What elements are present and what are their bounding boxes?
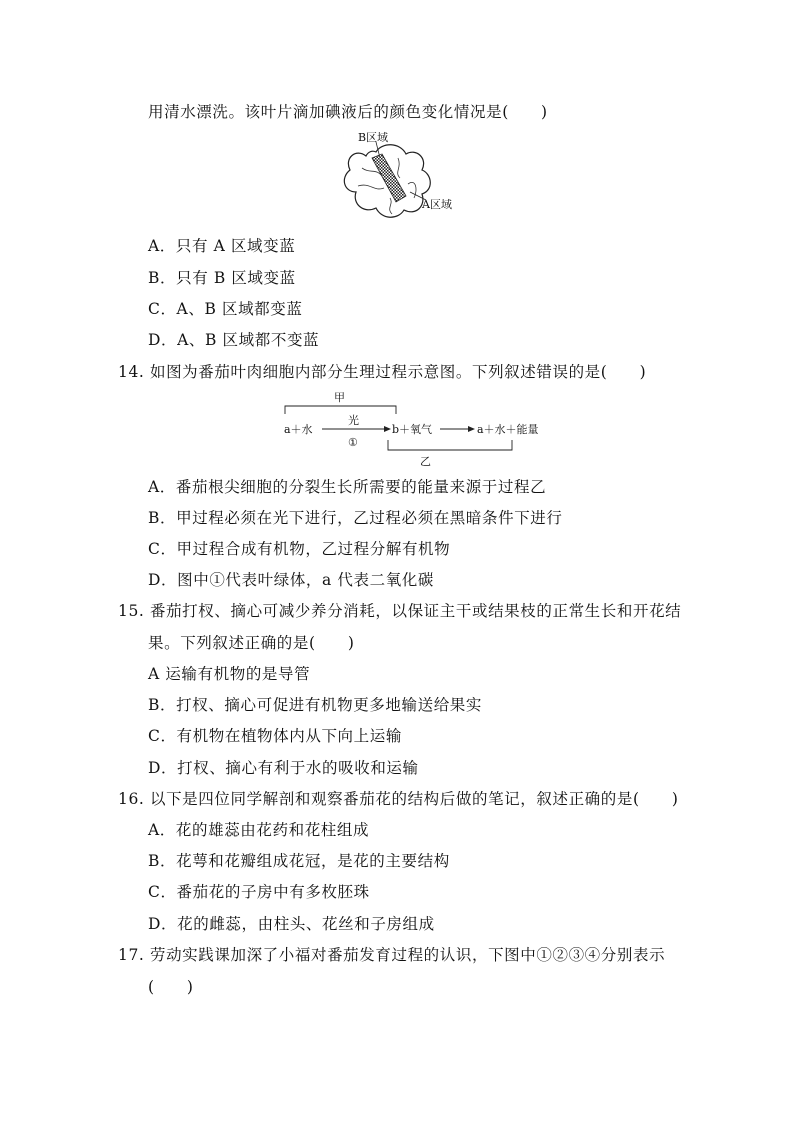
label-yi: 乙: [420, 455, 431, 468]
q15-option-c: C．有机物在植物体内从下向上运输: [148, 727, 402, 745]
q13-option-d: D．A、B 区域都不变蓝: [148, 331, 320, 349]
q14-stem: 14. 如图为番茄叶肉细胞内部分生理过程示意图。下列叙述错误的是( ): [118, 363, 647, 381]
q13-option-a: A．只有 A 区域变蓝: [148, 237, 296, 255]
q13-leaf-figure: [336, 128, 460, 226]
label-b-region: B区域: [358, 131, 389, 144]
reactants-left: a＋水: [284, 423, 313, 436]
label-circle-1: ①: [348, 436, 358, 449]
q14-process-figure: [280, 388, 539, 470]
q14-option-d: D．图中①代表叶绿体，a 代表二氧化碳: [148, 571, 434, 589]
q15-option-b: B．打杈、摘心可促进有机物更多地输送给果实: [148, 696, 482, 714]
q15-option-a: A 运输有机物的是导管: [148, 665, 311, 683]
products-right: a＋水＋能量: [477, 423, 539, 436]
q17-stem-line1: 17. 劳动实践课加深了小福对番茄发育过程的认识，下图中①②③④分别表示: [118, 946, 666, 964]
label-jia: 甲: [334, 391, 345, 404]
q15-stem-line1: 15. 番茄打杈、摘心可减少养分消耗，以保证主干或结果枝的正常生长和开花结: [118, 602, 682, 620]
q15-option-d: D．打杈、摘心有利于水的吸收和运输: [148, 759, 419, 777]
q16-option-c: C．番茄花的子房中有多枚胚珠: [148, 883, 370, 901]
q16-option-d: D．花的雌蕊，由柱头、花丝和子房组成: [148, 915, 435, 933]
label-a-region: A区域: [422, 198, 452, 211]
q17-stem-line2: ( ): [148, 978, 194, 996]
q16-stem: 16. 以下是四位同学解剖和观察番茄花的结构后做的笔记，叙述正确的是( ): [118, 790, 679, 808]
q13-stem-tail: 用清水漂洗。该叶片滴加碘液后的颜色变化情况是( ): [148, 103, 548, 121]
q16-option-b: B．花萼和花瓣组成花冠，是花的主要结构: [148, 852, 450, 870]
q16-option-a: A．花的雄蕊由花药和花柱组成: [148, 821, 370, 839]
q14-option-a: A．番茄根尖细胞的分裂生长所需要的能量来源于过程乙: [148, 478, 547, 496]
q13-option-b: B．只有 B 区域变蓝: [148, 269, 296, 287]
q13-option-c: C．A、B 区域都变蓝: [148, 300, 303, 318]
products-middle: b＋氧气: [392, 423, 433, 436]
q14-option-c: C．甲过程合成有机物，乙过程分解有机物: [148, 540, 451, 558]
label-light: 光: [348, 414, 359, 427]
q14-option-b: B．甲过程必须在光下进行，乙过程必须在黑暗条件下进行: [148, 509, 563, 527]
q15-stem-line2: 果。下列叙述正确的是( ): [148, 634, 355, 652]
